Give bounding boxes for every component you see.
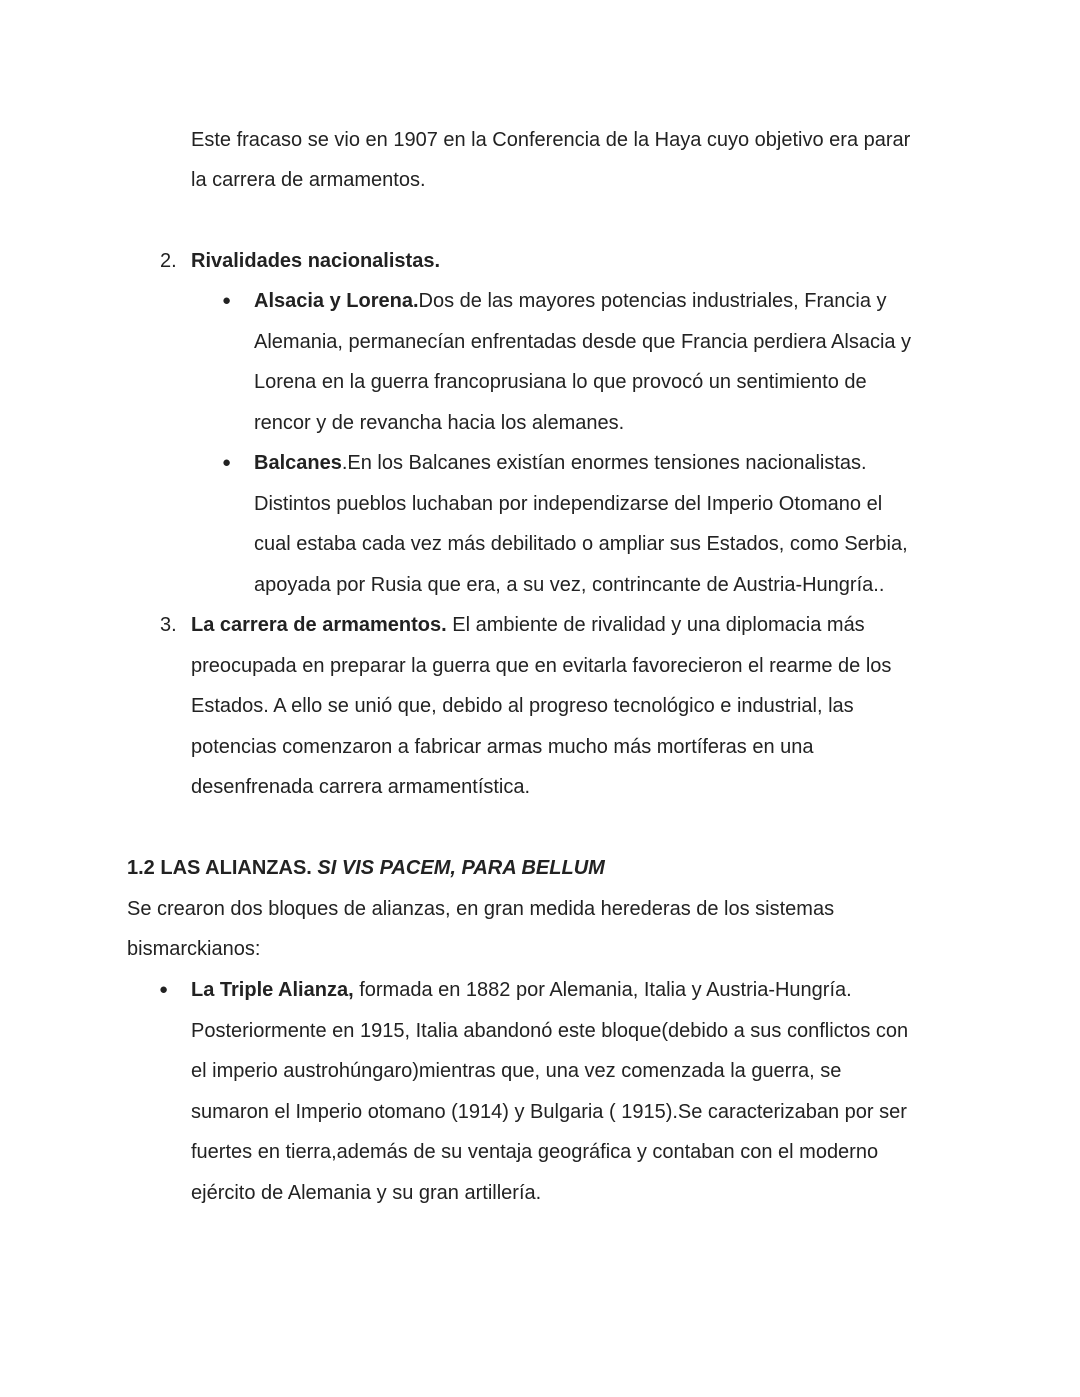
bullet-line: Posteriormente en 1915, Italia abandonó este bloque(debido a sus conflictos con xyxy=(191,1020,909,1042)
bullet-line: Alemania, permanecían enfrentadas desde que Francia perdiera Alsacia y xyxy=(254,331,912,353)
heading-plain: 1.2 LAS ALIANZAS. xyxy=(127,857,318,879)
list-item-title xyxy=(191,241,440,282)
bold-title: Alsacia y Lorena. xyxy=(254,290,419,312)
bullet-line: apoyada por Rusia que era, a su vez, contrincante de Austria-Hungría.. xyxy=(254,574,885,596)
bullet-line: rencor y de revancha hacia los alemanes. xyxy=(254,412,625,434)
bullet-icon: ● xyxy=(159,981,169,998)
bold-title: La Triple Alianza, xyxy=(191,979,354,1001)
bullet-line: Distintos pueblos luchaban por independizarse del Imperio Otomano el xyxy=(254,493,883,515)
bullet-line: cual estaba cada vez más debilitado o ampliar sus Estados, como Serbia, xyxy=(254,533,908,555)
list-line xyxy=(191,605,865,646)
text: Dos de las mayores potencias industriales, Francia y xyxy=(418,290,887,312)
paragraph-line: Este fracaso se vio en 1907 en la Conferencia de la Haya cuyo objetivo era parar xyxy=(191,129,911,151)
list-number: 2. xyxy=(160,250,177,272)
bullet-line: Lorena en la guerra francoprusiana lo que provocó un sentimiento de xyxy=(254,371,867,393)
bullet-icon: ● xyxy=(222,454,232,471)
bold-title: Balcanes xyxy=(254,452,342,474)
bullet-line xyxy=(254,443,867,484)
text: formada en 1882 por Alemania, Italia y Austria-Hungría. xyxy=(353,979,852,1001)
bullet-line: sumaron el Imperio otomano (1914) y Bulgaria ( 1915).Se caracterizaban por ser xyxy=(191,1101,907,1123)
text: .En los Balcanes existían enormes tensiones nacionalistas. xyxy=(341,452,867,474)
section-heading xyxy=(127,848,605,889)
bullet-icon: ● xyxy=(222,292,232,309)
list-line: potencias comenzaron a fabricar armas mucho más mortíferas en una xyxy=(191,736,814,758)
list-line: desenfrenada carrera armamentística. xyxy=(191,776,531,798)
bullet-line: fuertes en tierra,además de su ventaja geográfica y contaban con el moderno xyxy=(191,1141,879,1163)
bold-title: La carrera de armamentos. xyxy=(191,614,447,636)
list-line: Estados. A ello se unió que, debido al progreso tecnológico e industrial, las xyxy=(191,695,854,717)
paragraph-line: la carrera de armamentos. xyxy=(191,169,426,191)
bullet-line: ejército de Alemania y su gran artillería. xyxy=(191,1182,542,1204)
heading-italic: SI VIS PACEM, PARA BELLUM xyxy=(317,857,605,879)
list-number: 3. xyxy=(160,614,177,636)
bold-title: Rivalidades nacionalistas. xyxy=(191,250,440,272)
paragraph-line: Se crearon dos bloques de alianzas, en gran medida herederas de los sistemas xyxy=(127,898,835,920)
paragraph-line: bismarckianos: xyxy=(127,938,261,960)
list-line: preocupada en preparar la guerra que en evitarla favorecieron el rearme de los xyxy=(191,655,892,677)
bullet-line xyxy=(191,970,852,1011)
text: El ambiente de rivalidad y una diplomacia más xyxy=(446,614,865,636)
bullet-line xyxy=(254,281,887,322)
bullet-line: el imperio austrohúngaro)mientras que, una vez comenzada la guerra, se xyxy=(191,1060,842,1082)
